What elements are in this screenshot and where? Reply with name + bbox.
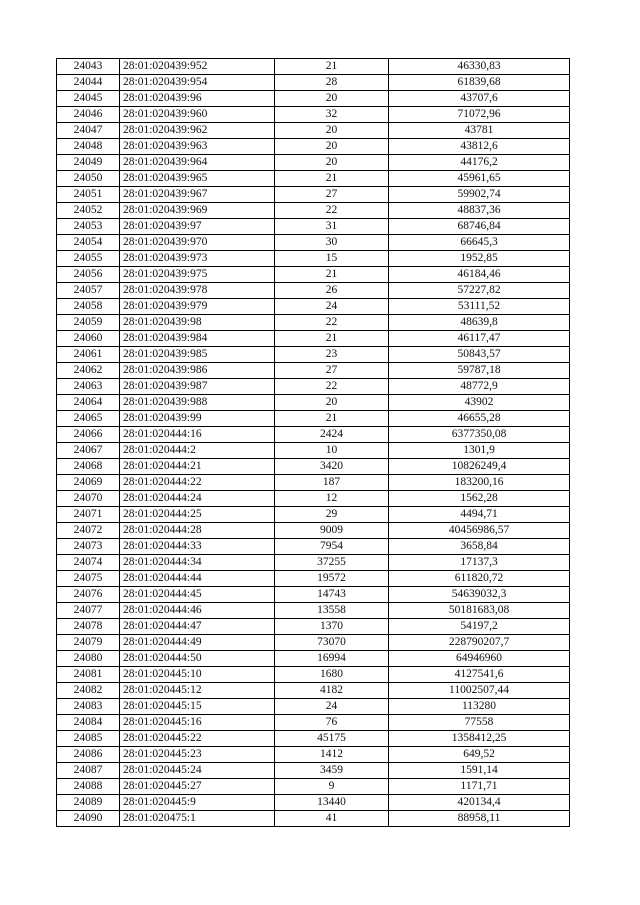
table-row: [57, 107, 570, 123]
value-cell: 61839,68: [389, 75, 570, 91]
table-row: [57, 747, 570, 763]
area-cell: 28: [275, 75, 389, 91]
cadastral-number-cell: 28:01:020444:50: [120, 651, 275, 667]
row-number-cell: 24051: [57, 187, 120, 203]
cadastral-number-cell: 28:01:020445:16: [120, 715, 275, 731]
area-cell: 13440: [275, 795, 389, 811]
row-number-cell: 24058: [57, 299, 120, 315]
cadastral-number-cell: 28:01:020444:33: [120, 539, 275, 555]
row-number-cell: 24069: [57, 475, 120, 491]
table-row: [57, 411, 570, 427]
value-cell: 228790207,7: [389, 635, 570, 651]
table-row: [57, 555, 570, 571]
data-table: [56, 58, 570, 827]
table-row: [57, 795, 570, 811]
value-cell: 59787,18: [389, 363, 570, 379]
area-cell: 20: [275, 155, 389, 171]
table-row: [57, 587, 570, 603]
table-row: [57, 299, 570, 315]
area-cell: 73070: [275, 635, 389, 651]
cadastral-number-cell: 28:01:020445:23: [120, 747, 275, 763]
cadastral-number-cell: 28:01:020439:97: [120, 219, 275, 235]
area-cell: 20: [275, 139, 389, 155]
area-cell: 27: [275, 363, 389, 379]
cadastral-number-cell: 28:01:020439:963: [120, 139, 275, 155]
cadastral-number-cell: 28:01:020444:21: [120, 459, 275, 475]
cadastral-number-cell: 28:01:020444:44: [120, 571, 275, 587]
table-row: [57, 75, 570, 91]
cadastral-number-cell: 28:01:020439:98: [120, 315, 275, 331]
table-row: [57, 683, 570, 699]
value-cell: 611820,72: [389, 571, 570, 587]
area-cell: 15: [275, 251, 389, 267]
row-number-cell: 24089: [57, 795, 120, 811]
row-number-cell: 24075: [57, 571, 120, 587]
cadastral-number-cell: 28:01:020439:954: [120, 75, 275, 91]
area-cell: 10: [275, 443, 389, 459]
cadastral-number-cell: 28:01:020445:12: [120, 683, 275, 699]
value-cell: 1591,14: [389, 763, 570, 779]
cadastral-number-cell: 28:01:020444:16: [120, 427, 275, 443]
cadastral-number-cell: 28:01:020445:9: [120, 795, 275, 811]
table-row: [57, 619, 570, 635]
table-row: [57, 523, 570, 539]
value-cell: 53111,52: [389, 299, 570, 315]
value-cell: 64946960: [389, 651, 570, 667]
value-cell: 46184,46: [389, 267, 570, 283]
table-row: [57, 91, 570, 107]
value-cell: 57227,82: [389, 283, 570, 299]
area-cell: 24: [275, 299, 389, 315]
area-cell: 3420: [275, 459, 389, 475]
area-cell: 37255: [275, 555, 389, 571]
cadastral-number-cell: 28:01:020439:986: [120, 363, 275, 379]
table-row: [57, 459, 570, 475]
table-row: [57, 539, 570, 555]
area-cell: 21: [275, 171, 389, 187]
value-cell: 10826249,4: [389, 459, 570, 475]
row-number-cell: 24084: [57, 715, 120, 731]
cadastral-number-cell: 28:01:020445:22: [120, 731, 275, 747]
row-number-cell: 24073: [57, 539, 120, 555]
table-row: [57, 443, 570, 459]
cadastral-number-cell: 28:01:020439:952: [120, 59, 275, 75]
cadastral-number-cell: 28:01:020444:45: [120, 587, 275, 603]
value-cell: 1952,85: [389, 251, 570, 267]
area-cell: 20: [275, 91, 389, 107]
table-row: [57, 635, 570, 651]
area-cell: 1370: [275, 619, 389, 635]
area-cell: 23: [275, 347, 389, 363]
row-number-cell: 24088: [57, 779, 120, 795]
table-row: [57, 699, 570, 715]
cadastral-number-cell: 28:01:020444:2: [120, 443, 275, 459]
table-row: [57, 219, 570, 235]
row-number-cell: 24054: [57, 235, 120, 251]
value-cell: 1358412,25: [389, 731, 570, 747]
cadastral-number-cell: 28:01:020439:960: [120, 107, 275, 123]
area-cell: 14743: [275, 587, 389, 603]
table-row: [57, 363, 570, 379]
table-row: [57, 155, 570, 171]
area-cell: 20: [275, 123, 389, 139]
cadastral-number-cell: 28:01:020439:988: [120, 395, 275, 411]
area-cell: 3459: [275, 763, 389, 779]
table-row: [57, 667, 570, 683]
table-row: [57, 731, 570, 747]
cadastral-number-cell: 28:01:020444:34: [120, 555, 275, 571]
value-cell: 17137,3: [389, 555, 570, 571]
row-number-cell: 24077: [57, 603, 120, 619]
table-row: [57, 395, 570, 411]
value-cell: 44176,2: [389, 155, 570, 171]
cadastral-number-cell: 28:01:020439:967: [120, 187, 275, 203]
cadastral-number-cell: 28:01:020439:975: [120, 267, 275, 283]
row-number-cell: 24068: [57, 459, 120, 475]
area-cell: 187: [275, 475, 389, 491]
cadastral-number-cell: 28:01:020439:979: [120, 299, 275, 315]
cadastral-number-cell: 28:01:020445:27: [120, 779, 275, 795]
area-cell: 32: [275, 107, 389, 123]
cadastral-number-cell: 28:01:020445:10: [120, 667, 275, 683]
value-cell: 43812,6: [389, 139, 570, 155]
row-number-cell: 24048: [57, 139, 120, 155]
value-cell: 1171,71: [389, 779, 570, 795]
row-number-cell: 24061: [57, 347, 120, 363]
area-cell: 31: [275, 219, 389, 235]
value-cell: 43781: [389, 123, 570, 139]
row-number-cell: 24080: [57, 651, 120, 667]
cadastral-number-cell: 28:01:020439:964: [120, 155, 275, 171]
value-cell: 420134,4: [389, 795, 570, 811]
area-cell: 16994: [275, 651, 389, 667]
value-cell: 46330,83: [389, 59, 570, 75]
value-cell: 46117,47: [389, 331, 570, 347]
value-cell: 11002507,44: [389, 683, 570, 699]
table-row: [57, 59, 570, 75]
area-cell: 4182: [275, 683, 389, 699]
cadastral-number-cell: 28:01:020475:1: [120, 811, 275, 827]
table-row: [57, 491, 570, 507]
row-number-cell: 24050: [57, 171, 120, 187]
table-row: [57, 811, 570, 827]
area-cell: 7954: [275, 539, 389, 555]
row-number-cell: 24067: [57, 443, 120, 459]
row-number-cell: 24049: [57, 155, 120, 171]
cadastral-number-cell: 28:01:020444:47: [120, 619, 275, 635]
value-cell: 48772,9: [389, 379, 570, 395]
cadastral-number-cell: 28:01:020439:978: [120, 283, 275, 299]
area-cell: 9009: [275, 523, 389, 539]
row-number-cell: 24052: [57, 203, 120, 219]
value-cell: 66645,3: [389, 235, 570, 251]
row-number-cell: 24081: [57, 667, 120, 683]
cadastral-number-cell: 28:01:020439:973: [120, 251, 275, 267]
table-row: [57, 475, 570, 491]
cadastral-number-cell: 28:01:020439:962: [120, 123, 275, 139]
row-number-cell: 24082: [57, 683, 120, 699]
area-cell: 2424: [275, 427, 389, 443]
row-number-cell: 24076: [57, 587, 120, 603]
cadastral-number-cell: 28:01:020439:969: [120, 203, 275, 219]
value-cell: 59902,74: [389, 187, 570, 203]
cadastral-number-cell: 28:01:020439:99: [120, 411, 275, 427]
table-row: [57, 235, 570, 251]
row-number-cell: 24047: [57, 123, 120, 139]
cadastral-number-cell: 28:01:020445:24: [120, 763, 275, 779]
row-number-cell: 24087: [57, 763, 120, 779]
cadastral-number-cell: 28:01:020444:46: [120, 603, 275, 619]
table-row: [57, 251, 570, 267]
area-cell: 76: [275, 715, 389, 731]
area-cell: 1680: [275, 667, 389, 683]
value-cell: 88958,11: [389, 811, 570, 827]
cadastral-number-cell: 28:01:020439:984: [120, 331, 275, 347]
row-number-cell: 24044: [57, 75, 120, 91]
row-number-cell: 24053: [57, 219, 120, 235]
value-cell: 71072,96: [389, 107, 570, 123]
cadastral-number-cell: 28:01:020444:25: [120, 507, 275, 523]
area-cell: 9: [275, 779, 389, 795]
value-cell: 40456986,57: [389, 523, 570, 539]
table-row: [57, 379, 570, 395]
row-number-cell: 24078: [57, 619, 120, 635]
value-cell: 1562,28: [389, 491, 570, 507]
table-row: [57, 779, 570, 795]
table-row: [57, 571, 570, 587]
value-cell: 43902: [389, 395, 570, 411]
value-cell: 50843,57: [389, 347, 570, 363]
area-cell: 20: [275, 395, 389, 411]
area-cell: 30: [275, 235, 389, 251]
area-cell: 24: [275, 699, 389, 715]
area-cell: 41: [275, 811, 389, 827]
row-number-cell: 24060: [57, 331, 120, 347]
row-number-cell: 24070: [57, 491, 120, 507]
row-number-cell: 24056: [57, 267, 120, 283]
row-number-cell: 24055: [57, 251, 120, 267]
row-number-cell: 24090: [57, 811, 120, 827]
row-number-cell: 24072: [57, 523, 120, 539]
area-cell: 22: [275, 315, 389, 331]
area-cell: 22: [275, 203, 389, 219]
row-number-cell: 24071: [57, 507, 120, 523]
value-cell: 54639032,3: [389, 587, 570, 603]
cadastral-number-cell: 28:01:020439:96: [120, 91, 275, 107]
area-cell: 45175: [275, 731, 389, 747]
area-cell: 29: [275, 507, 389, 523]
area-cell: 12: [275, 491, 389, 507]
row-number-cell: 24066: [57, 427, 120, 443]
value-cell: 54197,2: [389, 619, 570, 635]
cadastral-number-cell: 28:01:020439:970: [120, 235, 275, 251]
area-cell: 21: [275, 267, 389, 283]
value-cell: 48639,8: [389, 315, 570, 331]
cadastral-number-cell: 28:01:020444:22: [120, 475, 275, 491]
value-cell: 50181683,08: [389, 603, 570, 619]
area-cell: 21: [275, 411, 389, 427]
table-row: [57, 347, 570, 363]
cadastral-number-cell: 28:01:020439:965: [120, 171, 275, 187]
table-row: [57, 427, 570, 443]
area-cell: 27: [275, 187, 389, 203]
row-number-cell: 24063: [57, 379, 120, 395]
row-number-cell: 24074: [57, 555, 120, 571]
area-cell: 22: [275, 379, 389, 395]
value-cell: 4127541,6: [389, 667, 570, 683]
value-cell: 43707,6: [389, 91, 570, 107]
row-number-cell: 24059: [57, 315, 120, 331]
area-cell: 19572: [275, 571, 389, 587]
row-number-cell: 24043: [57, 59, 120, 75]
table-row: [57, 715, 570, 731]
table-row: [57, 283, 570, 299]
table-row: [57, 267, 570, 283]
table-row: [57, 203, 570, 219]
value-cell: 6377350,08: [389, 427, 570, 443]
value-cell: 68746,84: [389, 219, 570, 235]
row-number-cell: 24064: [57, 395, 120, 411]
area-cell: 1412: [275, 747, 389, 763]
value-cell: 48837,36: [389, 203, 570, 219]
area-cell: 21: [275, 59, 389, 75]
value-cell: 183200,16: [389, 475, 570, 491]
cadastral-number-cell: 28:01:020444:24: [120, 491, 275, 507]
row-number-cell: 24086: [57, 747, 120, 763]
value-cell: 1301,9: [389, 443, 570, 459]
row-number-cell: 24045: [57, 91, 120, 107]
table-row: [57, 171, 570, 187]
row-number-cell: 24085: [57, 731, 120, 747]
table-body: [57, 59, 570, 827]
value-cell: 649,52: [389, 747, 570, 763]
table-row: [57, 187, 570, 203]
value-cell: 3658,84: [389, 539, 570, 555]
area-cell: 21: [275, 331, 389, 347]
value-cell: 113280: [389, 699, 570, 715]
cadastral-number-cell: 28:01:020439:985: [120, 347, 275, 363]
area-cell: 26: [275, 283, 389, 299]
row-number-cell: 24062: [57, 363, 120, 379]
value-cell: 4494,71: [389, 507, 570, 523]
value-cell: 45961,65: [389, 171, 570, 187]
cadastral-number-cell: 28:01:020444:28: [120, 523, 275, 539]
table-row: [57, 507, 570, 523]
cadastral-number-cell: 28:01:020444:49: [120, 635, 275, 651]
row-number-cell: 24046: [57, 107, 120, 123]
cadastral-number-cell: 28:01:020439:987: [120, 379, 275, 395]
table-row: [57, 331, 570, 347]
row-number-cell: 24065: [57, 411, 120, 427]
table-row: [57, 763, 570, 779]
table-row: [57, 651, 570, 667]
cadastral-number-cell: 28:01:020445:15: [120, 699, 275, 715]
area-cell: 13558: [275, 603, 389, 619]
table-row: [57, 139, 570, 155]
row-number-cell: 24083: [57, 699, 120, 715]
row-number-cell: 24079: [57, 635, 120, 651]
table-row: [57, 123, 570, 139]
value-cell: 77558: [389, 715, 570, 731]
row-number-cell: 24057: [57, 283, 120, 299]
table-row: [57, 315, 570, 331]
table-row: [57, 603, 570, 619]
value-cell: 46655,28: [389, 411, 570, 427]
